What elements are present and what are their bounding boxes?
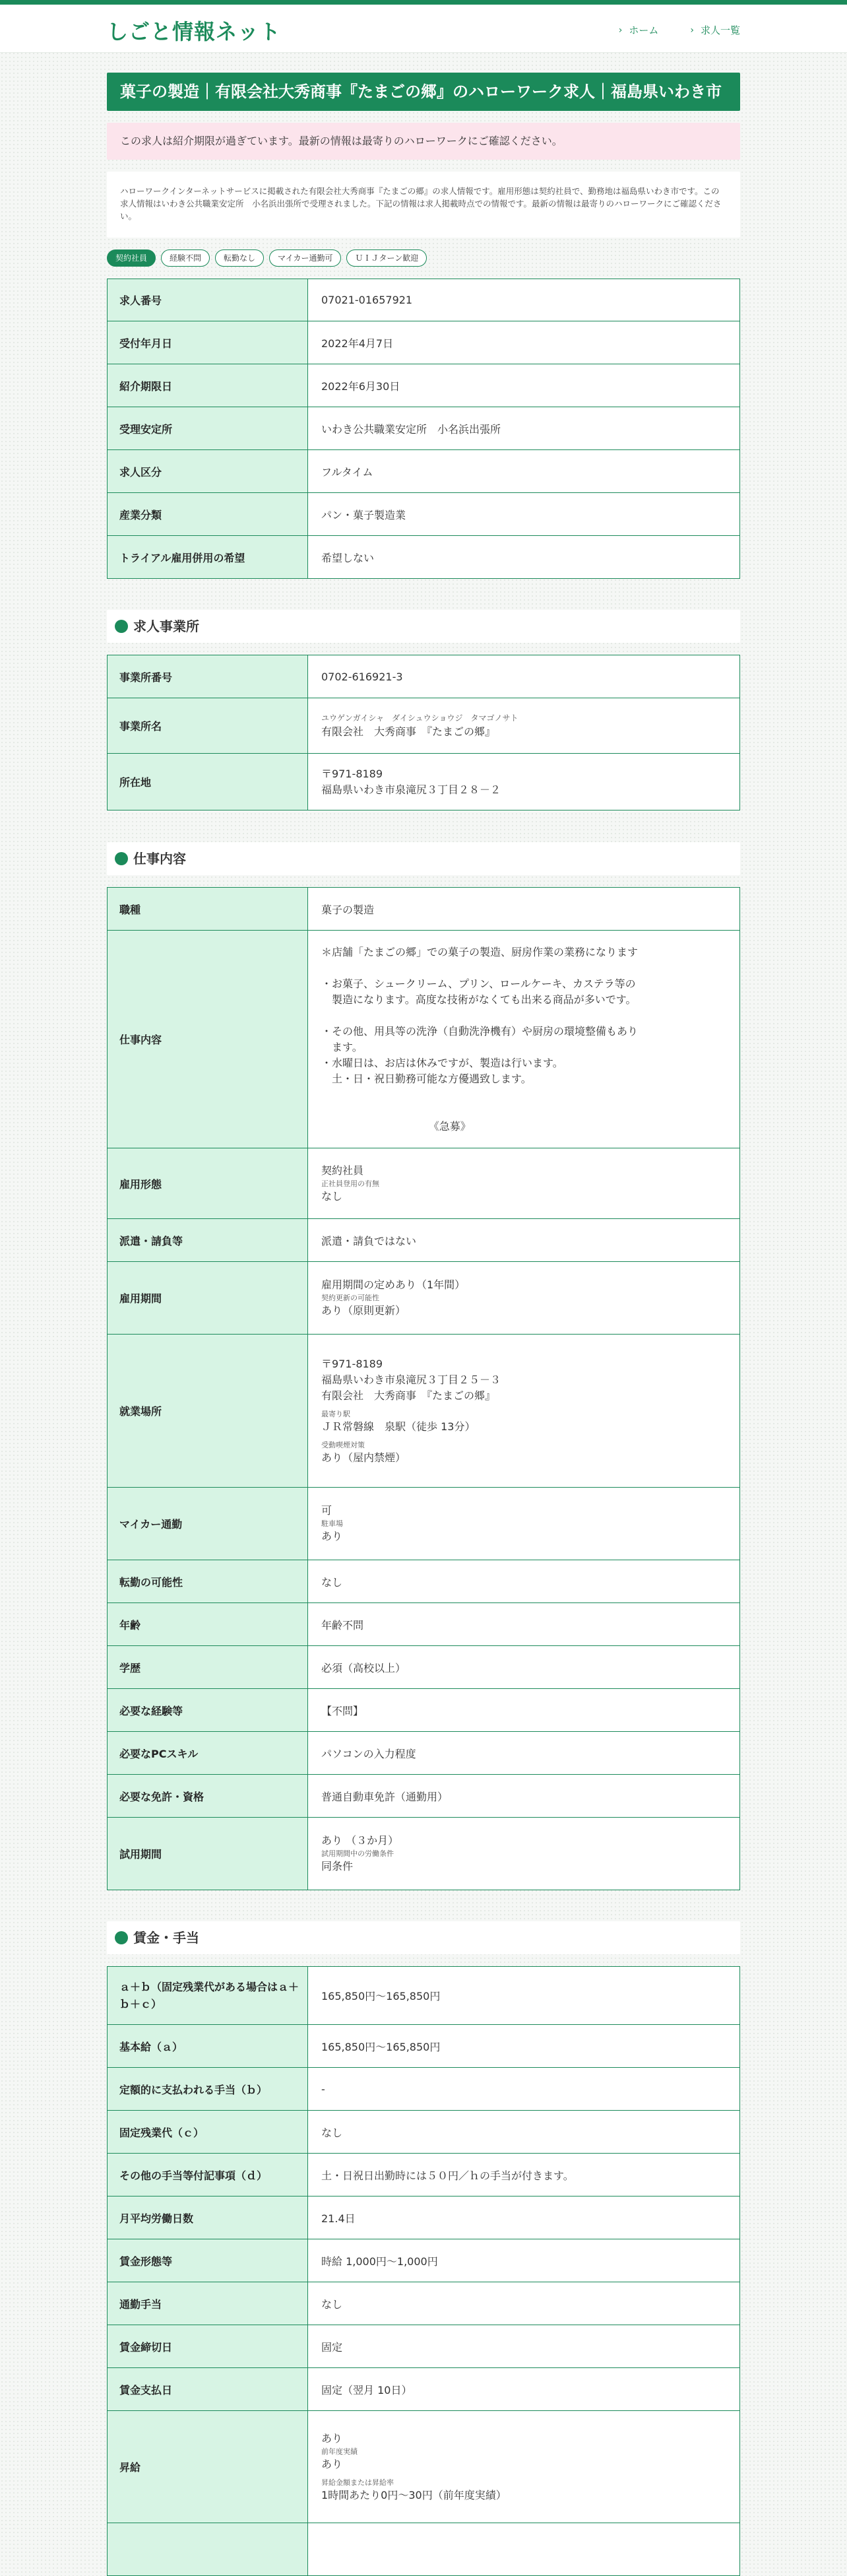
row-value: フルタイム xyxy=(308,450,740,493)
row-value: 165,850円〜165,850円 xyxy=(308,2025,740,2068)
table-row xyxy=(108,2411,740,2523)
section-title: 賃金・手当 xyxy=(133,1930,199,1946)
basic-info-table xyxy=(107,279,740,579)
row-label: 通勤手当 xyxy=(108,2282,308,2325)
row-value xyxy=(308,1818,740,1890)
page-title: 菓子の製造｜有限会社大秀商事『たまごの郷』のハローワーク求人｜福島県いわき市 xyxy=(107,73,740,111)
intro-text: ハローワークインターネットサービスに掲載された有限会社大秀商事『たまごの郷』の求人情報です。雇用形態は契約社員で、勤務地は福島県いわき市です。この求人情報はいわき公共職業安定所 小名浜出張所で受理されました。下記の情報は求人掲載時点での情報です。最新の情報は最寄りのハローワークにご確認ください。 xyxy=(107,172,740,238)
table-row xyxy=(108,2523,740,2576)
table-row xyxy=(108,698,740,754)
office-zip: 〒971-8189 xyxy=(321,767,383,780)
car-commute-value: 可 xyxy=(321,1504,332,1517)
row-value: いわき公共職業安定所 小名浜出張所 xyxy=(308,407,740,450)
wage-table xyxy=(107,1966,740,2576)
place-name: 有限会社 大秀商事 『たまごの郷』 xyxy=(321,1389,496,1402)
sub-label: 受動喫煙対策 xyxy=(321,1440,365,1449)
sub-label: 試用期間中の労働条件 xyxy=(321,1849,394,1858)
row-label: 必要な経験等 xyxy=(108,1689,308,1732)
row-value: 0702-616921-3 xyxy=(308,655,740,698)
row-value: 派遣・請負ではない xyxy=(308,1219,740,1262)
top-accent-line xyxy=(0,0,847,5)
site-header xyxy=(0,5,847,53)
tag-contract: 契約社員 xyxy=(107,249,156,267)
section-title: 仕事内容 xyxy=(133,851,186,867)
job-table xyxy=(107,887,740,1890)
row-label: 就業場所 xyxy=(108,1335,308,1488)
sub-value: なし xyxy=(321,1189,343,1203)
period-value: 雇用期間の定めあり（1年間） xyxy=(321,1278,466,1291)
row-label: 昇給 xyxy=(108,2411,308,2523)
row-value: パン・菓子製造業 xyxy=(308,493,740,536)
row-value: パソコンの入力程度 xyxy=(308,1732,740,1775)
row-value xyxy=(308,2523,740,2576)
row-label: 賃金締切日 xyxy=(108,2325,308,2368)
row-label: 産業分類 xyxy=(108,493,308,536)
row-label: 事業所番号 xyxy=(108,655,308,698)
table-row xyxy=(108,1775,740,1818)
table-row xyxy=(108,2111,740,2154)
row-label: 固定残業代（ｃ） xyxy=(108,2111,308,2154)
row-value: 時給 1,000円〜1,000円 xyxy=(308,2239,740,2282)
table-row xyxy=(108,407,740,450)
row-value: 07021-01657921 xyxy=(308,279,740,321)
row-label: 受付年月日 xyxy=(108,321,308,364)
row-label: 学歴 xyxy=(108,1646,308,1689)
bullet-dot-icon xyxy=(115,1931,128,1944)
sub-value: あり xyxy=(321,1530,343,1542)
row-label: 定額的に支払われる手当（ｂ） xyxy=(108,2068,308,2111)
chevron-right-icon: › xyxy=(690,24,694,36)
office-name: 有限会社 大秀商事 『たまごの郷』 xyxy=(321,725,496,738)
table-row xyxy=(108,279,740,321)
table-row xyxy=(108,493,740,536)
nearest-station: ＪＲ常磐線 泉駅（徒歩 13分） xyxy=(321,1420,476,1433)
row-value xyxy=(308,1148,740,1219)
row-label: 求人区分 xyxy=(108,450,308,493)
place-address: 福島県いわき市泉滝尻３丁目２５－３ xyxy=(321,1373,501,1386)
tag-uij-turn: ＵＩＪターン歓迎 xyxy=(346,249,427,267)
row-value: 年齢不問 xyxy=(308,1603,740,1646)
row-label: 紹介期限日 xyxy=(108,364,308,407)
table-row xyxy=(108,1335,740,1488)
row-label: 必要な免許・資格 xyxy=(108,1775,308,1818)
row-value xyxy=(308,698,740,754)
table-row xyxy=(108,321,740,364)
row-label: 事業所名 xyxy=(108,698,308,754)
row-label: 職種 xyxy=(108,888,308,931)
row-value: なし xyxy=(308,2111,740,2154)
row-label: 年齢 xyxy=(108,1603,308,1646)
sub-value: 同条件 xyxy=(321,1860,354,1872)
sub-label: 正社員登用の有無 xyxy=(321,1179,379,1188)
section-heading-office xyxy=(107,610,740,643)
row-label: トライアル雇用併用の希望 xyxy=(108,536,308,579)
place-zip: 〒971-8189 xyxy=(321,1357,383,1370)
table-row xyxy=(108,450,740,493)
table-row xyxy=(108,1818,740,1890)
row-value: 【不問】 xyxy=(308,1689,740,1732)
job-description: ＊店舗「たまごの郷」での菓子の製造、厨房作業の業務になります ・お菓子、シュークリーム、プリン、ロールケーキ、カステラ等の 製造になります。高度な技術がなくても出来る商品が多いです。 ・その他、用具等の洗浄（自動洗浄機有）や厨房の環境整備もあり ます。 ・水曜日は、お店は休みですが、製造は行います。 土・日・祝日勤務可能な方優遇致します。 《急募》 xyxy=(308,931,740,1148)
row-label: 賃金支払日 xyxy=(108,2368,308,2411)
row-value: 固定 xyxy=(308,2325,740,2368)
table-row xyxy=(108,1148,740,1219)
row-label: 雇用期間 xyxy=(108,1262,308,1335)
table-row xyxy=(108,2325,740,2368)
section-title: 求人事業所 xyxy=(133,618,199,634)
row-value: 2022年4月7日 xyxy=(308,321,740,364)
trial-value: あり （３か月） xyxy=(321,1834,399,1847)
row-label: 賃金形態等 xyxy=(108,2239,308,2282)
table-row xyxy=(108,1603,740,1646)
row-label: その他の手当等付記事項（ｄ） xyxy=(108,2154,308,2196)
table-row xyxy=(108,931,740,1148)
row-value xyxy=(308,1262,740,1335)
bullet-dot-icon xyxy=(115,620,128,633)
row-label: 求人番号 xyxy=(108,279,308,321)
row-value: - xyxy=(308,2068,740,2111)
row-value: 希望しない xyxy=(308,536,740,579)
sub-label: 駐車場 xyxy=(321,1519,343,1528)
office-name-kana: ユウゲンガイシャ ダイシュウショウジ タマゴノサト xyxy=(321,713,518,723)
row-label: 受理安定所 xyxy=(108,407,308,450)
main-content xyxy=(107,73,740,2576)
table-row xyxy=(108,2239,740,2282)
table-row xyxy=(108,2196,740,2239)
row-label: ａ＋ｂ（固定残業代がある場合はａ＋ｂ＋ｃ） xyxy=(108,1967,308,2025)
row-value: 固定（翌月 10日） xyxy=(308,2368,740,2411)
table-row xyxy=(108,888,740,931)
row-label xyxy=(108,2523,308,2576)
table-row xyxy=(108,1488,740,1560)
bullet-dot-icon xyxy=(115,852,128,865)
tag-no-experience: 経験不問 xyxy=(161,249,210,267)
row-value: 土・日祝日出勤時には５０円／ｈの手当が付きます。 xyxy=(308,2154,740,2196)
row-label: 基本給（ａ） xyxy=(108,2025,308,2068)
nav-home-label: ホーム xyxy=(629,24,659,36)
row-value xyxy=(308,754,740,810)
nav-job-list-link[interactable] xyxy=(690,23,740,37)
sub-value: 1時間あたり0円〜30円（前年度実績） xyxy=(321,2488,507,2501)
table-row xyxy=(108,1967,740,2025)
table-row xyxy=(108,1219,740,1262)
row-value xyxy=(308,1488,740,1560)
table-row xyxy=(108,754,740,810)
office-address: 福島県いわき市泉滝尻３丁目２８－２ xyxy=(321,783,501,796)
row-value: 2022年6月30日 xyxy=(308,364,740,407)
row-label: 試用期間 xyxy=(108,1818,308,1890)
table-row xyxy=(108,2025,740,2068)
row-value: 普通自動車免許（通勤用） xyxy=(308,1775,740,1818)
sub-label: 契約更新の可能性 xyxy=(321,1294,379,1302)
table-row xyxy=(108,2368,740,2411)
section-heading-wage xyxy=(107,1921,740,1954)
sub-label: 最寄り駅 xyxy=(321,1409,350,1418)
row-value: 165,850円〜165,850円 xyxy=(308,1967,740,2025)
table-row xyxy=(108,1689,740,1732)
main-nav xyxy=(587,23,740,37)
tag-car-commute: マイカー通勤可 xyxy=(269,249,341,267)
sub-value: あり xyxy=(321,2457,343,2470)
table-row xyxy=(108,2154,740,2196)
row-value xyxy=(308,1335,740,1488)
table-row xyxy=(108,1560,740,1603)
nav-home-link[interactable] xyxy=(619,23,659,37)
employment-type: 契約社員 xyxy=(321,1164,364,1177)
table-row xyxy=(108,2068,740,2111)
sub-label: 前年度実績 xyxy=(321,2447,358,2456)
row-value: 菓子の製造 xyxy=(308,888,740,931)
row-value: なし xyxy=(308,1560,740,1603)
tag-no-transfer: 転勤なし xyxy=(215,249,264,267)
table-row xyxy=(108,2282,740,2325)
row-label: 所在地 xyxy=(108,754,308,810)
tag-list xyxy=(107,249,740,267)
office-table xyxy=(107,655,740,810)
raise-value: あり xyxy=(321,2431,343,2445)
chevron-right-icon: › xyxy=(618,24,623,36)
smoking-policy: あり（屋内禁煙） xyxy=(321,1451,406,1464)
row-value: 21.4日 xyxy=(308,2196,740,2239)
row-label: 雇用形態 xyxy=(108,1148,308,1219)
row-label: 派遣・請負等 xyxy=(108,1219,308,1262)
nav-job-list-label: 求人一覧 xyxy=(700,24,740,36)
row-value: 必須（高校以上） xyxy=(308,1646,740,1689)
expired-alert: この求人は紹介期限が過ぎています。最新の情報は最寄りのハローワークにご確認ください。 xyxy=(107,123,740,160)
table-row xyxy=(108,1732,740,1775)
sub-value: あり（原則更新） xyxy=(321,1304,406,1317)
table-row xyxy=(108,655,740,698)
table-row xyxy=(108,1262,740,1335)
row-value: なし xyxy=(308,2282,740,2325)
row-label: 仕事内容 xyxy=(108,931,308,1148)
row-label: マイカー通勤 xyxy=(108,1488,308,1560)
table-row xyxy=(108,364,740,407)
sub-label: 昇給金額または昇給率 xyxy=(321,2478,394,2487)
table-row xyxy=(108,536,740,579)
row-label: 必要なPCスキル xyxy=(108,1732,308,1775)
table-row xyxy=(108,1646,740,1689)
row-label: 転勤の可能性 xyxy=(108,1560,308,1603)
site-logo[interactable]: しごと情報ネット xyxy=(107,19,282,44)
row-label: 月平均労働日数 xyxy=(108,2196,308,2239)
row-value xyxy=(308,2411,740,2523)
section-heading-job xyxy=(107,842,740,875)
